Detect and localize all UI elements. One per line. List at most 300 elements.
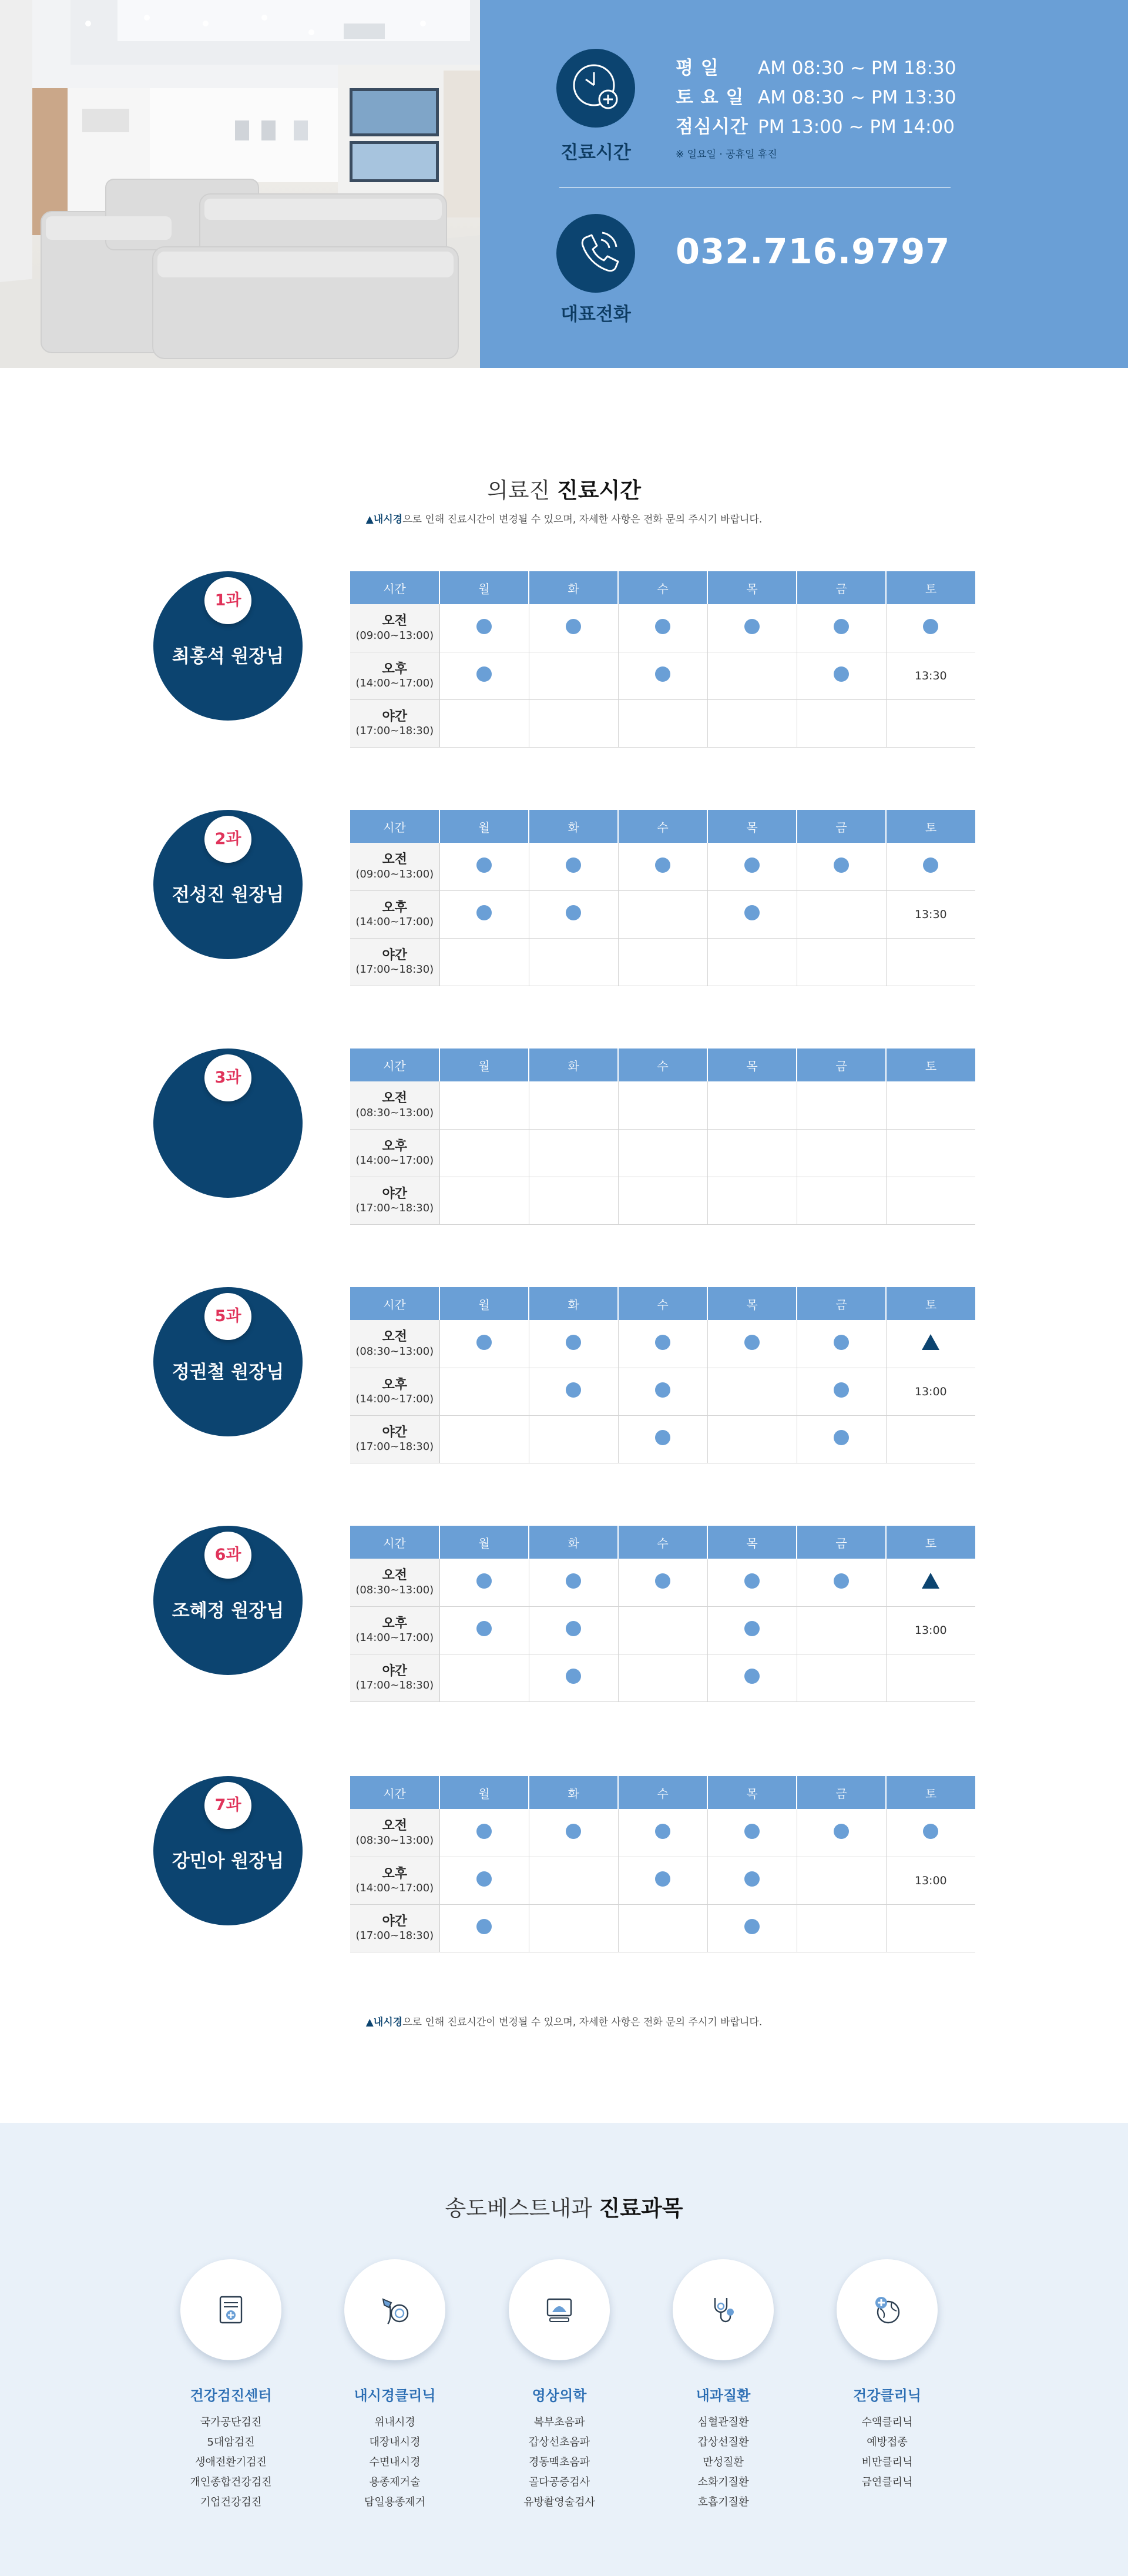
doctor-circle xyxy=(153,1049,303,1198)
notice-highlight: ▲내시경 xyxy=(365,514,403,525)
department-item[interactable]: 담일용종제거 xyxy=(364,2496,426,2508)
column-header: 시간 xyxy=(350,810,439,843)
schedule-table xyxy=(350,1049,975,1225)
department-item[interactable]: 용종제거술 xyxy=(369,2476,421,2488)
column-header: 금 xyxy=(797,1049,886,1081)
departments-title-bold: 진료과목 xyxy=(599,2196,683,2221)
schedule-cell xyxy=(439,604,529,652)
schedule-cell xyxy=(707,890,797,938)
table-row xyxy=(350,652,975,699)
available-dot-icon xyxy=(476,1919,492,1934)
available-dot-icon xyxy=(744,619,760,634)
schedule-cell xyxy=(886,699,975,747)
schedule-cell xyxy=(886,1904,975,1952)
period-name: 야간 xyxy=(382,947,407,963)
departments-section xyxy=(0,2123,1128,2576)
period-cell xyxy=(350,1904,439,1952)
department-item[interactable]: 복부초음파 xyxy=(533,2416,585,2428)
schedule-cell xyxy=(797,1320,886,1368)
notice-highlight: ▲내시경 xyxy=(365,2016,403,2028)
period-cell xyxy=(350,604,439,652)
period-name: 오후 xyxy=(382,1866,407,1881)
department-item[interactable]: 갑상선질환 xyxy=(697,2436,749,2448)
table-row xyxy=(350,604,975,652)
period-time: (17:00~18:30) xyxy=(355,1679,434,1691)
column-header: 월 xyxy=(439,810,529,843)
column-header: 화 xyxy=(529,810,618,843)
available-dot-icon xyxy=(476,1573,492,1589)
column-header: 수 xyxy=(618,1526,707,1559)
column-header: 월 xyxy=(439,571,529,604)
department-item-list xyxy=(647,2413,800,2513)
schedule-cell xyxy=(797,604,886,652)
schedule-cell xyxy=(439,652,529,699)
departments-title xyxy=(0,2190,1128,2222)
available-dot-icon xyxy=(476,666,492,682)
doctor-circle xyxy=(153,1526,303,1675)
endoscopy-triangle-icon xyxy=(922,1573,939,1589)
schedule-cell xyxy=(529,1559,618,1606)
available-dot-icon xyxy=(566,857,581,873)
phone-label: 대표전화 xyxy=(560,304,631,325)
column-header: 토 xyxy=(886,1049,975,1081)
schedule-cell xyxy=(439,1559,529,1606)
doctor-circle xyxy=(153,1776,303,1925)
department-card[interactable] xyxy=(483,2259,636,2513)
available-dot-icon xyxy=(834,1573,849,1589)
schedule-cell xyxy=(529,1320,618,1368)
available-dot-icon xyxy=(476,905,492,920)
hours-value: PM 13:00 ~ PM 14:00 xyxy=(758,116,955,138)
department-title[interactable]: 건강클리닉 xyxy=(853,2387,921,2404)
available-dot-icon xyxy=(744,1669,760,1684)
department-item[interactable]: 국가공단검진 xyxy=(200,2416,262,2428)
available-dot-icon xyxy=(566,905,581,920)
schedule-cell xyxy=(797,1857,886,1904)
available-dot-icon xyxy=(655,1573,670,1589)
hours-key: 평 일 xyxy=(676,58,719,79)
column-header: 목 xyxy=(707,810,797,843)
department-item-list xyxy=(318,2413,471,2513)
department-item[interactable]: 금연클리닉 xyxy=(861,2476,913,2488)
schedule-table xyxy=(350,571,975,748)
column-header: 토 xyxy=(886,571,975,604)
period-time: (14:00~17:00) xyxy=(355,1632,434,1644)
schedule-table xyxy=(350,1287,975,1463)
schedule-cell xyxy=(707,652,797,699)
schedule-cell xyxy=(618,652,707,699)
column-header: 화 xyxy=(529,571,618,604)
schedule-cell xyxy=(707,1809,797,1857)
schedule-cell xyxy=(797,843,886,890)
department-item[interactable]: 경동맥초음파 xyxy=(528,2456,590,2468)
department-item[interactable]: 생애전환기검진 xyxy=(195,2456,267,2468)
column-header: 금 xyxy=(797,810,886,843)
period-cell xyxy=(350,938,439,986)
endoscope-icon[interactable] xyxy=(344,2259,445,2360)
available-dot-icon xyxy=(834,1430,849,1445)
period-cell xyxy=(350,1415,439,1463)
table-row xyxy=(350,1654,975,1701)
period-cell xyxy=(350,1654,439,1701)
department-item[interactable]: 갑상선초음파 xyxy=(528,2436,590,2448)
table-row xyxy=(350,1320,975,1368)
schedule-cell xyxy=(439,1177,529,1224)
schedule-cell xyxy=(618,1606,707,1654)
department-item[interactable]: 5대암검진 xyxy=(207,2436,255,2448)
available-dot-icon xyxy=(655,666,670,682)
doctor-name: 강민아 원장님 xyxy=(172,1851,284,1872)
schedule-cell xyxy=(529,1081,618,1129)
available-dot-icon xyxy=(834,666,849,682)
schedule-cell xyxy=(886,1559,975,1606)
period-cell xyxy=(350,1320,439,1368)
schedule-cell xyxy=(439,699,529,747)
available-dot-icon xyxy=(655,1871,670,1887)
table-header-row xyxy=(350,810,975,843)
column-header: 토 xyxy=(886,1526,975,1559)
period-time: (08:30~13:00) xyxy=(355,1345,434,1358)
schedule-cell xyxy=(529,1904,618,1952)
phone-icon xyxy=(556,214,635,293)
schedule-cell xyxy=(886,1809,975,1857)
column-header: 수 xyxy=(618,810,707,843)
period-time: (17:00~18:30) xyxy=(355,1441,434,1453)
schedule-cell xyxy=(797,1081,886,1129)
schedule-cell xyxy=(707,843,797,890)
period-cell xyxy=(350,1606,439,1654)
notice-text: 으로 인해 진료시간이 변경될 수 있으며, 자세한 사항은 전화 문의 주시기 바랍니다. xyxy=(402,2016,763,2028)
available-dot-icon xyxy=(476,1871,492,1887)
available-dot-icon xyxy=(655,1382,670,1398)
schedule-cell xyxy=(618,1654,707,1701)
department-item[interactable]: 유방촬영술검사 xyxy=(523,2496,595,2508)
available-dot-icon xyxy=(744,1573,760,1589)
available-dot-icon xyxy=(834,1382,849,1398)
table-row xyxy=(350,1904,975,1952)
ultrasound-icon[interactable] xyxy=(509,2259,610,2360)
department-item[interactable]: 개인종합건강검진 xyxy=(190,2476,272,2488)
department-item[interactable]: 심혈관질환 xyxy=(697,2416,749,2428)
department-title[interactable]: 내과질환 xyxy=(696,2387,751,2404)
schedule-table xyxy=(350,1526,975,1702)
period-name: 오후 xyxy=(382,1616,407,1631)
endoscopy-triangle-icon xyxy=(922,1334,939,1350)
department-badge: 1과 xyxy=(204,577,251,624)
column-header: 금 xyxy=(797,1287,886,1320)
schedule-cell xyxy=(618,699,707,747)
schedule-cell xyxy=(707,604,797,652)
department-title[interactable]: 내시경클리닉 xyxy=(354,2387,436,2404)
department-item[interactable]: 비만클리닉 xyxy=(861,2456,913,2468)
table-row xyxy=(350,1606,975,1654)
stethoscope-icon[interactable] xyxy=(673,2259,774,2360)
available-dot-icon xyxy=(566,1382,581,1398)
schedule-cell xyxy=(439,1654,529,1701)
available-dot-icon xyxy=(744,1335,760,1350)
department-title[interactable]: 건강검진센터 xyxy=(190,2387,272,2404)
available-dot-icon xyxy=(834,1335,849,1350)
table-row xyxy=(350,1368,975,1415)
department-item[interactable]: 소화기질환 xyxy=(697,2476,749,2488)
period-name: 오전 xyxy=(382,1329,407,1345)
column-header: 수 xyxy=(618,571,707,604)
schedule-title-prefix: 의료진 xyxy=(487,478,558,503)
department-badge: 3과 xyxy=(204,1054,251,1101)
schedule-title-bold: 진료시간 xyxy=(557,478,641,503)
doctor-name: 최홍석 원장님 xyxy=(172,646,284,667)
available-dot-icon xyxy=(476,857,492,873)
table-row xyxy=(350,1081,975,1129)
column-header: 금 xyxy=(797,1526,886,1559)
time-text: 13:30 xyxy=(914,907,947,921)
hours-key: 점심시간 xyxy=(676,116,748,138)
schedule-cell xyxy=(707,1177,797,1224)
table-header-row xyxy=(350,1287,975,1320)
available-dot-icon xyxy=(476,1335,492,1350)
department-item[interactable]: 기업건강검진 xyxy=(200,2496,262,2508)
table-header-row xyxy=(350,1776,975,1809)
schedule-cell xyxy=(886,652,975,699)
time-text: 13:00 xyxy=(914,1385,947,1398)
column-header: 수 xyxy=(618,1049,707,1081)
department-card[interactable] xyxy=(155,2259,307,2513)
phone-number[interactable]: 032.716.9797 xyxy=(676,231,951,272)
period-time: (17:00~18:30) xyxy=(355,1930,434,1942)
period-cell xyxy=(350,1081,439,1129)
department-card[interactable] xyxy=(318,2259,471,2513)
schedule-cell xyxy=(707,1081,797,1129)
period-time: (08:30~13:00) xyxy=(355,1583,434,1596)
schedule-cell xyxy=(797,1415,886,1463)
period-cell xyxy=(350,1857,439,1904)
schedule-cell xyxy=(707,1320,797,1368)
schedule-cell xyxy=(439,1129,529,1177)
schedule-cell xyxy=(797,1606,886,1654)
column-header: 화 xyxy=(529,1049,618,1081)
department-item[interactable]: 예방접종 xyxy=(867,2436,908,2448)
period-name: 오전 xyxy=(382,1818,407,1834)
schedule-cell xyxy=(707,699,797,747)
doctor-circle xyxy=(153,1287,303,1436)
schedule-cell xyxy=(529,1368,618,1415)
clock-icon xyxy=(556,49,635,128)
column-header: 월 xyxy=(439,1526,529,1559)
table-header-row xyxy=(350,1049,975,1081)
schedule-cell xyxy=(618,1559,707,1606)
schedule-cell xyxy=(618,1320,707,1368)
schedule-cell xyxy=(886,1368,975,1415)
schedule-cell xyxy=(529,1129,618,1177)
department-badge: 7과 xyxy=(204,1782,251,1829)
schedule-cell xyxy=(529,843,618,890)
period-name: 오전 xyxy=(382,614,407,629)
department-item[interactable]: 만성질환 xyxy=(703,2456,744,2468)
department-item[interactable]: 대장내시경 xyxy=(369,2436,421,2448)
available-dot-icon xyxy=(566,1669,581,1684)
department-item-list xyxy=(483,2413,636,2513)
period-name: 오전 xyxy=(382,1568,407,1583)
period-time: (17:00~18:30) xyxy=(355,725,434,737)
available-dot-icon xyxy=(655,1430,670,1445)
period-time: (17:00~18:30) xyxy=(355,1202,434,1214)
period-time: (09:00~13:00) xyxy=(355,629,434,642)
schedule-cell xyxy=(886,1415,975,1463)
department-card[interactable] xyxy=(647,2259,800,2513)
column-header: 토 xyxy=(886,1287,975,1320)
period-name: 야간 xyxy=(382,1914,407,1929)
schedule-cell xyxy=(886,1320,975,1368)
schedule-cell xyxy=(707,1904,797,1952)
schedule-cell xyxy=(439,1368,529,1415)
period-name: 오후 xyxy=(382,900,407,915)
period-name: 야간 xyxy=(382,1186,407,1201)
column-header: 월 xyxy=(439,1776,529,1809)
department-title[interactable]: 영상의학 xyxy=(532,2387,587,2404)
hours-row-weekday xyxy=(676,53,956,79)
schedule-cell xyxy=(439,938,529,986)
department-item[interactable]: 수면내시경 xyxy=(369,2456,421,2468)
column-header: 금 xyxy=(797,1776,886,1809)
column-header: 시간 xyxy=(350,1526,439,1559)
available-dot-icon xyxy=(744,1824,760,1839)
period-name: 오후 xyxy=(382,661,407,676)
available-dot-icon xyxy=(655,1335,670,1350)
hours-label: 진료시간 xyxy=(560,142,631,163)
available-dot-icon xyxy=(566,1621,581,1636)
period-time: (14:00~17:00) xyxy=(355,916,434,928)
doctor-name: 조혜정 원장님 xyxy=(172,1600,284,1622)
table-row xyxy=(350,1177,975,1224)
available-dot-icon xyxy=(834,857,849,873)
schedule-cell xyxy=(529,1177,618,1224)
schedule-cell xyxy=(618,1129,707,1177)
schedule-cell xyxy=(707,1606,797,1654)
schedule-cell xyxy=(797,890,886,938)
period-name: 오후 xyxy=(382,1138,407,1154)
available-dot-icon xyxy=(923,1824,938,1839)
available-dot-icon xyxy=(476,1824,492,1839)
department-item[interactable]: 호흡기질환 xyxy=(697,2496,749,2508)
schedule-cell xyxy=(707,1129,797,1177)
schedule-cell xyxy=(707,1415,797,1463)
column-header: 화 xyxy=(529,1287,618,1320)
schedule-cell xyxy=(707,938,797,986)
schedule-cell xyxy=(618,1415,707,1463)
department-item[interactable]: 수액클리닉 xyxy=(861,2416,913,2428)
schedule-cell xyxy=(886,1654,975,1701)
period-name: 오후 xyxy=(382,1377,407,1392)
available-dot-icon xyxy=(566,619,581,634)
period-time: (14:00~17:00) xyxy=(355,1393,434,1405)
schedule-cell xyxy=(529,1654,618,1701)
period-cell xyxy=(350,1129,439,1177)
schedule-cell xyxy=(439,843,529,890)
schedule-cell xyxy=(529,1415,618,1463)
available-dot-icon xyxy=(744,1871,760,1887)
doctor-circle xyxy=(153,810,303,959)
schedule-cell xyxy=(618,1809,707,1857)
period-cell xyxy=(350,1559,439,1606)
department-item-list xyxy=(155,2413,307,2513)
doctor-name: 정권철 원장님 xyxy=(172,1362,284,1383)
table-row xyxy=(350,938,975,986)
column-header: 목 xyxy=(707,1526,797,1559)
schedule-cell xyxy=(707,1368,797,1415)
period-time: (14:00~17:00) xyxy=(355,1882,434,1894)
departments-title-prefix: 송도베스트내과 xyxy=(445,2196,599,2221)
period-time: (14:00~17:00) xyxy=(355,1154,434,1167)
clinic-interior-photo xyxy=(0,0,480,368)
schedule-cell xyxy=(618,1081,707,1129)
available-dot-icon xyxy=(566,1573,581,1589)
table-row xyxy=(350,1809,975,1857)
department-badge: 5과 xyxy=(204,1293,251,1340)
period-time: (08:30~13:00) xyxy=(355,1106,434,1119)
department-item[interactable]: 위내시경 xyxy=(374,2416,415,2428)
available-dot-icon xyxy=(655,619,670,634)
column-header: 수 xyxy=(618,1776,707,1809)
table-row xyxy=(350,699,975,747)
schedule-notice-bottom xyxy=(0,2014,1128,2028)
available-dot-icon xyxy=(923,619,938,634)
period-cell xyxy=(350,699,439,747)
column-header: 토 xyxy=(886,1776,975,1809)
period-cell xyxy=(350,843,439,890)
schedule-cell xyxy=(886,1857,975,1904)
column-header: 화 xyxy=(529,1776,618,1809)
doctor-circle xyxy=(153,571,303,721)
schedule-cell xyxy=(797,1654,886,1701)
department-item-list xyxy=(811,2413,964,2493)
schedule-title xyxy=(0,473,1128,504)
department-item[interactable]: 골다공증검사 xyxy=(528,2476,590,2488)
schedule-cell xyxy=(797,652,886,699)
hours-row-lunch xyxy=(676,112,955,138)
available-dot-icon xyxy=(476,619,492,634)
column-header: 수 xyxy=(618,1287,707,1320)
schedule-cell xyxy=(439,1904,529,1952)
column-header: 화 xyxy=(529,1526,618,1559)
health-center-icon[interactable] xyxy=(180,2259,281,2360)
schedule-cell xyxy=(886,1606,975,1654)
table-row xyxy=(350,843,975,890)
schedule-cell xyxy=(439,1809,529,1857)
schedule-cell xyxy=(886,890,975,938)
schedule-cell xyxy=(707,1559,797,1606)
table-row xyxy=(350,1415,975,1463)
schedule-cell xyxy=(797,699,886,747)
period-cell xyxy=(350,1368,439,1415)
period-cell xyxy=(350,1809,439,1857)
available-dot-icon xyxy=(566,1824,581,1839)
schedule-cell xyxy=(529,890,618,938)
hours-value: AM 08:30 ~ PM 18:30 xyxy=(758,58,956,79)
available-dot-icon xyxy=(744,1919,760,1934)
period-time: (09:00~13:00) xyxy=(355,867,434,880)
available-dot-icon xyxy=(566,1335,581,1350)
column-header: 금 xyxy=(797,571,886,604)
department-card[interactable] xyxy=(811,2259,964,2493)
schedule-cell xyxy=(529,938,618,986)
schedule-cell xyxy=(707,1857,797,1904)
schedule-cell xyxy=(439,1320,529,1368)
schedule-cell xyxy=(618,890,707,938)
globe-medical-icon[interactable] xyxy=(837,2259,938,2360)
hero-divider xyxy=(559,187,951,188)
column-header: 월 xyxy=(439,1049,529,1081)
department-badge: 6과 xyxy=(204,1532,251,1579)
